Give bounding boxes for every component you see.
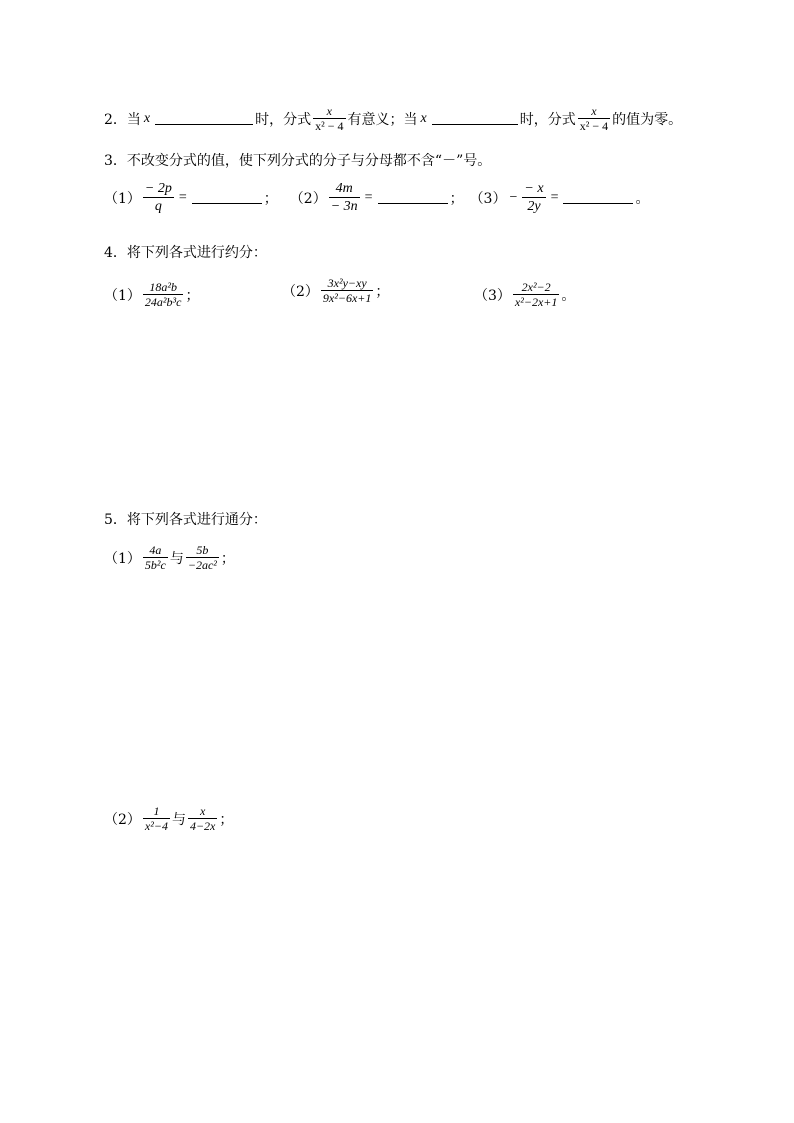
q2-mid3: 时，分式 — [519, 111, 576, 128]
q2-blank-1[interactable] — [155, 112, 253, 125]
q3-item-1-label: （1） — [104, 190, 141, 207]
q3-item-2-blank[interactable] — [378, 191, 448, 204]
q3-item-2-eq: = — [364, 189, 373, 205]
q3-item-3-blank[interactable] — [563, 191, 633, 204]
q4-item-1-end: ； — [185, 287, 200, 304]
q5-item-2-label: （2） — [104, 811, 141, 828]
q2-mid1: 时，分式 — [255, 111, 312, 128]
q2-mid2: 有意义；当 — [347, 111, 418, 128]
q3-item-2-end: ； — [449, 190, 464, 207]
q3-item-1-fraction: $\frac{- 2p}{q}$ — [144, 181, 172, 214]
q4-item-2-fraction: $\frac{\text{3x²y−xy}}{\text{9x²−6x+1}}$ — [322, 276, 372, 305]
question-3-items — [104, 180, 649, 215]
q4-item-3 — [474, 280, 575, 309]
q2-lead: 2．当 — [104, 111, 141, 128]
q2-fraction-1: $\frac{x}{\text{x² − 4}}$ — [315, 104, 344, 133]
q5-item-1-conj: 与 — [169, 550, 184, 567]
q5-item-2-fraction-b: $\frac{x}{4-2x}$ — [189, 804, 216, 833]
q2-var-1: x — [143, 110, 151, 126]
q5-item-1 — [104, 543, 235, 572]
q5-item-2-conj: 与 — [171, 811, 186, 828]
q3-item-1-end: ； — [263, 190, 278, 207]
q2-tail: 的值为零。 — [612, 111, 683, 128]
q4-item-2 — [282, 276, 389, 305]
q3-item-1-blank[interactable] — [192, 191, 262, 204]
q2-var-2: x — [420, 110, 427, 126]
q3-item-1-eq: = — [178, 189, 187, 205]
q3-item-3-label: （3） — [469, 190, 507, 207]
question-5-title: 5．将下列各式进行通分： — [104, 512, 267, 528]
q4-item-3-label: （3） — [474, 287, 511, 304]
q3-item-3-eq: = — [550, 189, 559, 205]
q2-fraction-2: $\frac{x}{\text{x² − 4}}$ — [579, 104, 609, 133]
q2-blank-2[interactable] — [432, 112, 518, 125]
q5-item-1-fraction-b: $\frac{5b}{\text{−2ac²}}$ — [187, 543, 217, 572]
q5-item-1-end: ； — [220, 550, 235, 567]
question-2 — [104, 104, 682, 133]
q4-item-1-fraction: $\frac{\text{18a²b}}{\text{24a²b³c}}$ — [144, 280, 182, 309]
q3-item-3-end: 。 — [635, 190, 650, 207]
q3-item-2-label: （2） — [289, 190, 327, 207]
q4-item-3-fraction: $\frac{\text{2x²−2}}{\text{x²−2x+1}}$ — [514, 280, 558, 309]
q3-item-2-fraction: $\frac{4m}{- 3n}$ — [330, 181, 358, 214]
question-3-title: 3．不改变分式的值，使下列分式的分子与分母都不含“－”号。 — [104, 153, 492, 169]
q5-item-2-fraction-a: $\frac{1}{\text{x²−4}}$ — [144, 804, 168, 833]
q5-item-2-end: ； — [219, 811, 234, 828]
q5-item-1-fraction-a: $\frac{4a}{\text{5b²c}}$ — [144, 543, 166, 572]
q4-item-2-end: ； — [375, 283, 390, 300]
q4-item-1 — [104, 280, 199, 309]
q4-item-1-label: （1） — [104, 287, 141, 304]
q5-item-2 — [104, 804, 233, 833]
question-4-title: 4．将下列各式进行约分： — [104, 245, 267, 261]
q4-item-3-end: 。 — [561, 287, 576, 304]
q5-item-1-label: （1） — [104, 550, 141, 567]
q4-item-2-label: （2） — [282, 283, 319, 300]
q3-item-3-prefix: − — [509, 189, 518, 205]
q3-item-3-fraction: $\frac{- x}{2y}$ — [524, 181, 544, 214]
